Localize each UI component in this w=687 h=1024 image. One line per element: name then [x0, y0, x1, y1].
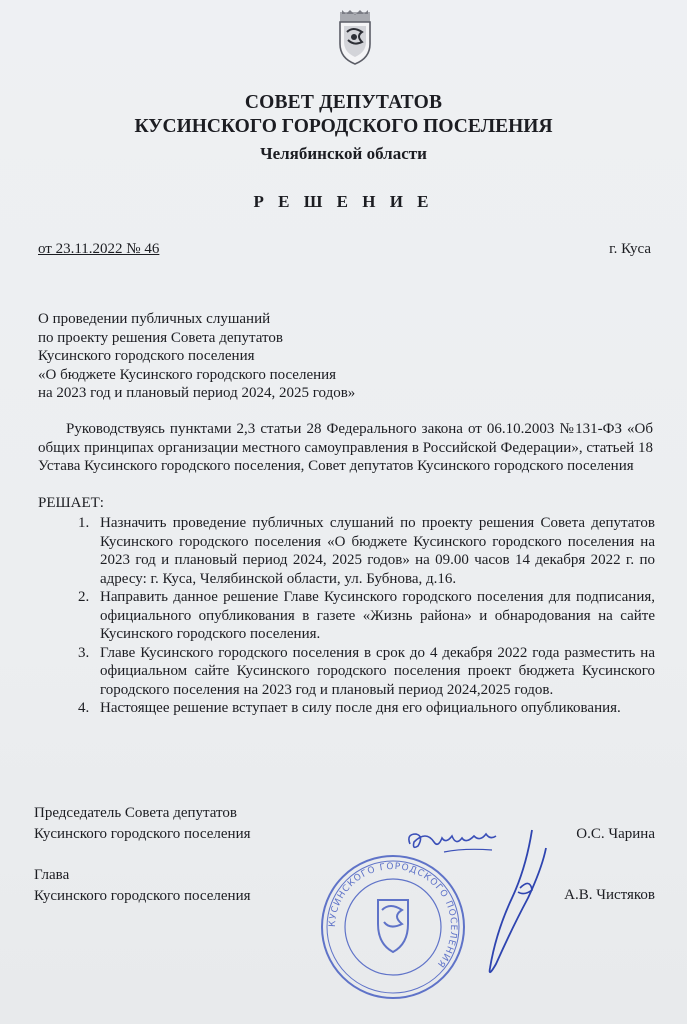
- item-number: 1.: [78, 515, 90, 531]
- region-title: Челябинской области: [260, 144, 427, 163]
- coat-of-arms-icon: [334, 8, 376, 68]
- subject-line: О проведении публичных слушаний: [38, 311, 271, 327]
- decision-place: г. Куса: [609, 241, 651, 257]
- seal-text: [328, 862, 458, 970]
- preamble-paragraph: Руководствуясь пунктами 2,3 статьи 28 Федерального закона от 06.10.2003 №131-ФЗ «Об общих принципах организации местного самоуправления в Российской Федерации», статьей 18 Устава Кусинского городского поселения, Совет депутатов Кусинского городского поселения: [38, 421, 653, 474]
- decision-item: [78, 514, 655, 588]
- head-handwritten-signature: [472, 828, 572, 978]
- head-signature-block: [34, 865, 251, 907]
- item-text: Настоящее решение вступает в силу после дня его официального опубликования.: [100, 700, 621, 716]
- council-title: СОВЕТ ДЕПУТАТОВ: [244, 92, 443, 113]
- decision-item: [78, 644, 655, 700]
- head-title-line: Кусинского городского поселения: [34, 888, 251, 904]
- chair-signature-block: [34, 803, 251, 845]
- subject-line: «О бюджете Кусинского городского поселения: [38, 366, 337, 383]
- item-number: 4.: [78, 700, 90, 716]
- item-number: 2.: [78, 589, 90, 605]
- head-name: А.В. Чистяков: [564, 887, 655, 903]
- seal-text-path: КУСИНСКОГО ГОРОДСКОГО ПОСЕЛЕНИЯ: [327, 861, 459, 970]
- item-text: Назначить проведение публичных слушаний по проекту решения Совета депутатов Кусинского городского поселения «О бюджете Кусинского городского поселения на 2023 год и плановый период 2024, 2025 годов» на 09.00 часов 14 декабря 2022 г. по адресу: г. Куса, Челябинской области, ул. Бубнова, д.16.: [100, 515, 655, 587]
- subject-line: на 2023 год и плановый период 2024, 2025 годов»: [38, 385, 356, 401]
- decision-item: [78, 588, 655, 644]
- resolves-heading: РЕШАЕТ:: [38, 495, 104, 511]
- chair-title-line: Кусинского городского поселения: [34, 826, 251, 842]
- item-number: 3.: [78, 644, 90, 661]
- decision-items-list: [78, 514, 655, 718]
- subject-line: Кусинского городского поселения: [38, 348, 255, 364]
- decision-date-number: от 23.11.2022 № 46: [38, 241, 160, 257]
- chair-title-line: Председатель Совета депутатов: [34, 805, 237, 821]
- decision-item: [78, 699, 655, 718]
- decision-subject: [38, 310, 355, 403]
- chair-name: О.С. Чарина: [576, 826, 655, 842]
- head-title-line: Глава: [34, 867, 70, 883]
- settlement-title: КУСИНСКОГО ГОРОДСКОГО ПОСЕЛЕНИЯ: [134, 116, 553, 137]
- item-text: Главе Кусинского городского поселения в срок до 4 декабря 2022 года разместить на официальном сайте Кусинского городского поселения проект бюджета Кусинского городского поселения на 2023 год и плановый период 2024,2025 годов.: [100, 644, 655, 698]
- subject-line: по проекту решения Совета депутатов: [38, 329, 283, 346]
- official-stamp: [318, 852, 468, 1002]
- document-type-title: Р Е Ш Е Н И Е: [253, 192, 434, 211]
- item-text: Направить данное решение Главе Кусинского городского поселения для подписания, официального опубликования в газете «Жизнь района» и обнародования на сайте Кусинского городского поселения.: [100, 589, 655, 642]
